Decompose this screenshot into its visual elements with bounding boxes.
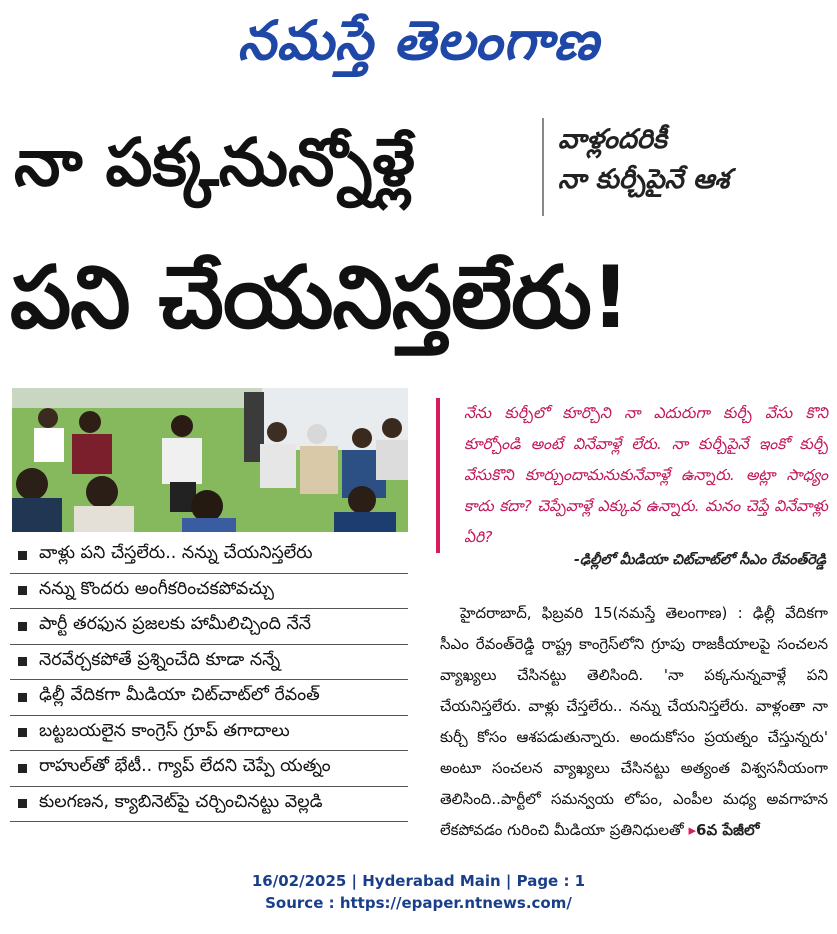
bullet-square-icon [18, 657, 27, 666]
bullet-square-icon [18, 622, 27, 631]
headline-line2: పని చేయనిస్తలేరు! [10, 248, 630, 348]
side-headline-line2: నా కుర్చీపైనే ఆశ [558, 164, 730, 195]
pull-quote-text: నేను కుర్చీలో కూర్చొని నా ఎదురుగా కుర్చీ వేసు కొని కూర్చోండి అంటే వినేవాళ్లే లేరు. నా కుర్చీపైనే ఇంకో కుర్చీ వేసుకొని కూర్చుందామనుకునేవాళ్లే ఉన్నారు. అట్లా సాధ్యం కాదు కదా? చెప్పేవాళ్లే ఎక్కువ ఉన్నారు. మనం చెప్తే వినేవాళ్లు ఏరి? [464, 404, 828, 546]
bullet-item: ఢిల్లీ వేదికగా మీడియా చిట్‌చాట్‌లో రేవంత్ [10, 680, 408, 716]
pull-quote [436, 398, 828, 553]
headline-divider [542, 118, 544, 216]
headline-line1: నా పక్కనున్నోళ్లే [14, 124, 415, 201]
bullet-square-icon [18, 586, 27, 595]
triangle-right-icon: ▸ [688, 821, 697, 839]
news-photo [12, 388, 408, 532]
bullet-item: నెరవేర్చకపోతే ప్రశ్నించేది కూడా నన్నే [10, 645, 408, 681]
bullet-item: నన్ను కొందరు అంగీకరించకపోవచ్చు [10, 574, 408, 610]
continued-link[interactable] [688, 821, 759, 839]
bullet-square-icon [18, 728, 27, 737]
bullet-item: కులగణన, క్యాబినెట్‌పై చర్చించినట్టు వెల్లడి [10, 787, 408, 823]
bullet-square-icon [18, 764, 27, 773]
bullet-item: రాహుల్‌తో భేటీ.. గ్యాప్ లేదని చెప్పే యత్నం [10, 751, 408, 787]
footer-source[interactable]: Source : https://epaper.ntnews.com/ [265, 894, 572, 912]
page-footer [0, 870, 837, 914]
bullet-square-icon [18, 551, 27, 560]
masthead-title: నమస్తే తెలంగాణ [237, 9, 600, 72]
article-text: హైదరాబాద్, ఫిబ్రవరి 15(నమస్తే తెలంగాణ) : ఢిల్లీ వేదికగా సీఎం రేవంత్‌రెడ్డి రాష్ట్ర కాంగ్రెస్‌లోని గ్రూపు రాజకీయాలపై సంచలన వ్యాఖ్యలు చేసినట్టు తెలిసింది. 'నా పక్కనున్నవాళ్లే పని చేయనిస్తలేరు. వాళ్లు చేస్తలేరు.. నన్ను చేయనిస్తలేరు. వాళ్లంతా నా కుర్చీ కోసం ఆశపడుతున్నారు. అందుకోసం ప్రయత్నం చేస్తున్నరు' అంటూ సంచలన వ్యాఖ్యలు చేసినట్టు అత్యంత విశ్వసనీయంగా తెలిసింది..పార్టీలో సమన్వయ లోపం, ఎంపీల మధ్య అవగాహన లేకపోవడం గురించి మీడియా ప్రతినిధులతో [440, 604, 828, 839]
side-headline-line1: వాళ్లందరికీ [558, 124, 667, 155]
bullet-item: పార్టీ తరఫున ప్రజలకు హామీలిచ్చింది నేనే [10, 609, 408, 645]
quote-attribution: -ఢిల్లీలో మీడియా చిట్‌చాట్‌లో సీఎం రేవంత్‌రెడ్డి [574, 552, 826, 568]
side-headline [558, 120, 828, 200]
bullet-item: వాళ్లు పని చేస్తలేరు.. నన్ను చేయనిస్తలేరు [10, 538, 408, 574]
bullet-square-icon [18, 799, 27, 808]
bullet-square-icon [18, 693, 27, 702]
bullet-list [10, 538, 408, 822]
continued-label: 6వ పేజీలో [696, 821, 760, 839]
masthead-logo [0, 2, 837, 80]
article-body [440, 598, 828, 846]
footer-date-edition: 16/02/2025 | Hyderabad Main | Page : 1 [251, 872, 586, 890]
bullet-item: బట్టబయలైన కాంగ్రెస్ గ్రూప్ తగాదాలు [10, 716, 408, 752]
